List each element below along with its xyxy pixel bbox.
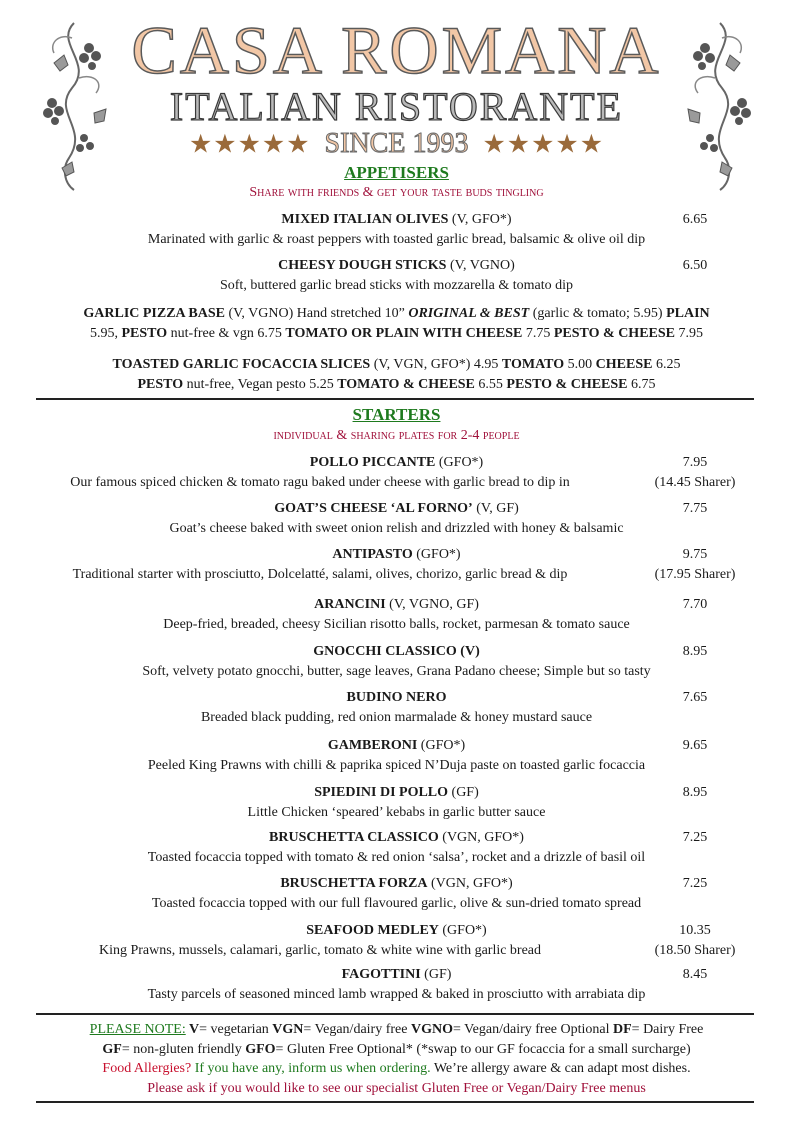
menu-item-price: 7.95 bbox=[682, 455, 708, 470]
menu-item-name: GAMBERONI (GFO*) bbox=[327, 738, 466, 753]
menu-item-name: GNOCCHI CLASSICO (V) bbox=[313, 644, 480, 659]
menu-item-desc: Toasted focaccia topped with tomato & red onion ‘salsa’, rocket and a drizzle of basil oil bbox=[147, 850, 646, 865]
restaurant-logo-subtitle: ITALIAN RISTORANTE bbox=[169, 84, 624, 129]
menu-item-price: 7.65 bbox=[682, 690, 708, 705]
menu-item-price: 8.45 bbox=[682, 967, 708, 982]
menu-item-sharer-price: (17.95 Sharer) bbox=[654, 567, 736, 582]
menu-item-name: BRUSCHETTA CLASSICO (VGN, GFO*) bbox=[269, 830, 524, 845]
garlic-pizza-base-block: GARLIC PIZZA BASE (V, VGNO) Hand stretched 10” ORIGINAL & BEST (garlic & tomato; 5.95) PLAIN 5.95, PESTO nut-free & vgn 6.75 TOMATO OR PLAIN WITH CHEESE 7.75 PESTO & CHEESE 7.95 bbox=[83, 306, 710, 341]
menu-item-desc: Little Chicken ‘speared’ kebabs in garlic butter sauce bbox=[247, 805, 546, 820]
menu-item-name: BRUSCHETTA FORZA (VGN, GFO*) bbox=[280, 876, 513, 891]
menu-item-name: BUDINO NERO bbox=[346, 690, 447, 705]
menu-item-price: 9.65 bbox=[682, 738, 708, 753]
menu-item-sharer-price: (18.50 Sharer) bbox=[654, 943, 736, 958]
food-allergies-label: Food Allergies? bbox=[102, 1061, 192, 1076]
section-divider bbox=[36, 1013, 754, 1015]
stars-left: ★★★★★ bbox=[189, 129, 311, 159]
please-note-label: PLEASE NOTE: bbox=[89, 1022, 186, 1037]
since-year: SINCE 1993 bbox=[324, 128, 469, 160]
menu-item-price: 8.95 bbox=[682, 644, 708, 659]
menu-item-price: 7.25 bbox=[682, 830, 708, 845]
menu-item-desc: Our famous spiced chicken & tomato ragu baked under cheese with garlic bread to dip in bbox=[70, 475, 570, 490]
menu-item-desc: Breaded black pudding, red onion marmalade & honey mustard sauce bbox=[200, 710, 593, 725]
appetisers-title: APPETISERS bbox=[344, 163, 449, 182]
menu-item-name: FAGOTTINI (GF) bbox=[341, 967, 452, 982]
menu-item-desc: Soft, buttered garlic bread sticks with mozzarella & tomato dip bbox=[219, 278, 573, 293]
appetisers-subtitle: Share with friends & get your taste buds tingling bbox=[249, 185, 544, 200]
stars-right: ★★★★★ bbox=[482, 129, 604, 159]
page-bottom-rule bbox=[36, 1101, 754, 1103]
menu-item-price: 7.25 bbox=[682, 876, 708, 891]
menu-item-name: SEAFOOD MEDLEY (GFO*) bbox=[306, 923, 487, 938]
menu-item-price: 10.35 bbox=[679, 923, 711, 938]
menu-item-name: MIXED ITALIAN OLIVES (V, GFO*) bbox=[281, 212, 512, 227]
menu-item-name: ARANCINI (V, VGNO, GF) bbox=[314, 597, 479, 612]
restaurant-logo-title: CASA ROMANA bbox=[131, 12, 662, 88]
menu-item-price: 6.65 bbox=[682, 212, 708, 227]
menu-item-name: SPIEDINI DI POLLO (GF) bbox=[314, 785, 479, 800]
menu-item-desc: Tasty parcels of seasoned minced lamb wrapped & baked in prosciutto with arrabiata dip bbox=[147, 987, 646, 1002]
menu-item-desc: Soft, velvety potato gnocchi, butter, sage leaves, Grana Padano cheese; Simple but so tasty bbox=[142, 664, 651, 679]
menu-item-desc: Traditional starter with prosciutto, Dolcelatté, salami, olives, chorizo, garlic bread & dip bbox=[72, 567, 568, 582]
menu-item-price: 9.75 bbox=[682, 547, 708, 562]
menu-item-name: ANTIPASTO (GFO*) bbox=[332, 547, 461, 562]
specialist-menus-note: Please ask if you would like to see our specialist Gluten Free or Vegan/Dairy Free menus bbox=[147, 1080, 646, 1096]
menu-item-desc: King Prawns, mussels, calamari, garlic, tomato & white wine with garlic bread bbox=[98, 943, 542, 958]
menu-item-price: 7.70 bbox=[682, 597, 708, 612]
menu-item-desc: Marinated with garlic & roast peppers with toasted garlic bread, balsamic & olive oil dip bbox=[147, 232, 646, 247]
notes-block: PLEASE NOTE: V= vegetarian VGN= Vegan/dairy free VGNO= Vegan/dairy free Optional DF= Dairy Free GF= non-gluten friendly GFO= Gluten Free Optional* (*swap to our GF focaccia for a small surcharge) Food Allergies? If you have any, inform us when ordering. We’re allergy aware & can adapt most dishes. Please ask if you would like to see our specialist Gluten Free or Vegan/Dairy Free menus bbox=[89, 1022, 704, 1096]
section-divider bbox=[36, 398, 754, 400]
menu-item-name: GOAT’S CHEESE ‘AL FORNO’ (V, GF) bbox=[274, 501, 519, 516]
menu-item-name: CHEESY DOUGH STICKS (V, VGNO) bbox=[278, 258, 515, 273]
starters-title: STARTERS bbox=[352, 405, 441, 424]
menu-item-sharer-price: (14.45 Sharer) bbox=[654, 475, 736, 490]
since-row bbox=[0, 128, 793, 160]
menu-item-desc: Goat’s cheese baked with sweet onion relish and drizzled with honey & balsamic bbox=[169, 521, 624, 536]
menu-item-name: POLLO PICCANTE (GFO*) bbox=[309, 455, 484, 470]
garlic-focaccia-block: TOASTED GARLIC FOCACCIA SLICES (V, VGN, GFO*) 4.95 TOMATO 5.00 CHEESE 6.25 PESTO nut-free, Vegan pesto 5.25 TOMATO & CHEESE 6.55 PESTO & CHEESE 6.75 bbox=[112, 357, 681, 392]
menu-item-price: 6.50 bbox=[682, 258, 708, 273]
menu-item-desc: Toasted focaccia topped with our full flavoured garlic, olive & sun-dried tomato spread bbox=[151, 896, 642, 911]
menu-item-price: 7.75 bbox=[682, 501, 708, 516]
menu-item-price: 8.95 bbox=[682, 785, 708, 800]
starters-subtitle: individual & sharing plates for 2-4 people bbox=[273, 428, 520, 443]
menu-item-desc: Peeled King Prawns with chilli & paprika spiced N’Duja paste on toasted garlic focaccia bbox=[147, 758, 646, 773]
menu-item-desc: Deep-fried, breaded, cheesy Sicilian risotto balls, rocket, parmesan & tomato sauce bbox=[163, 617, 630, 632]
